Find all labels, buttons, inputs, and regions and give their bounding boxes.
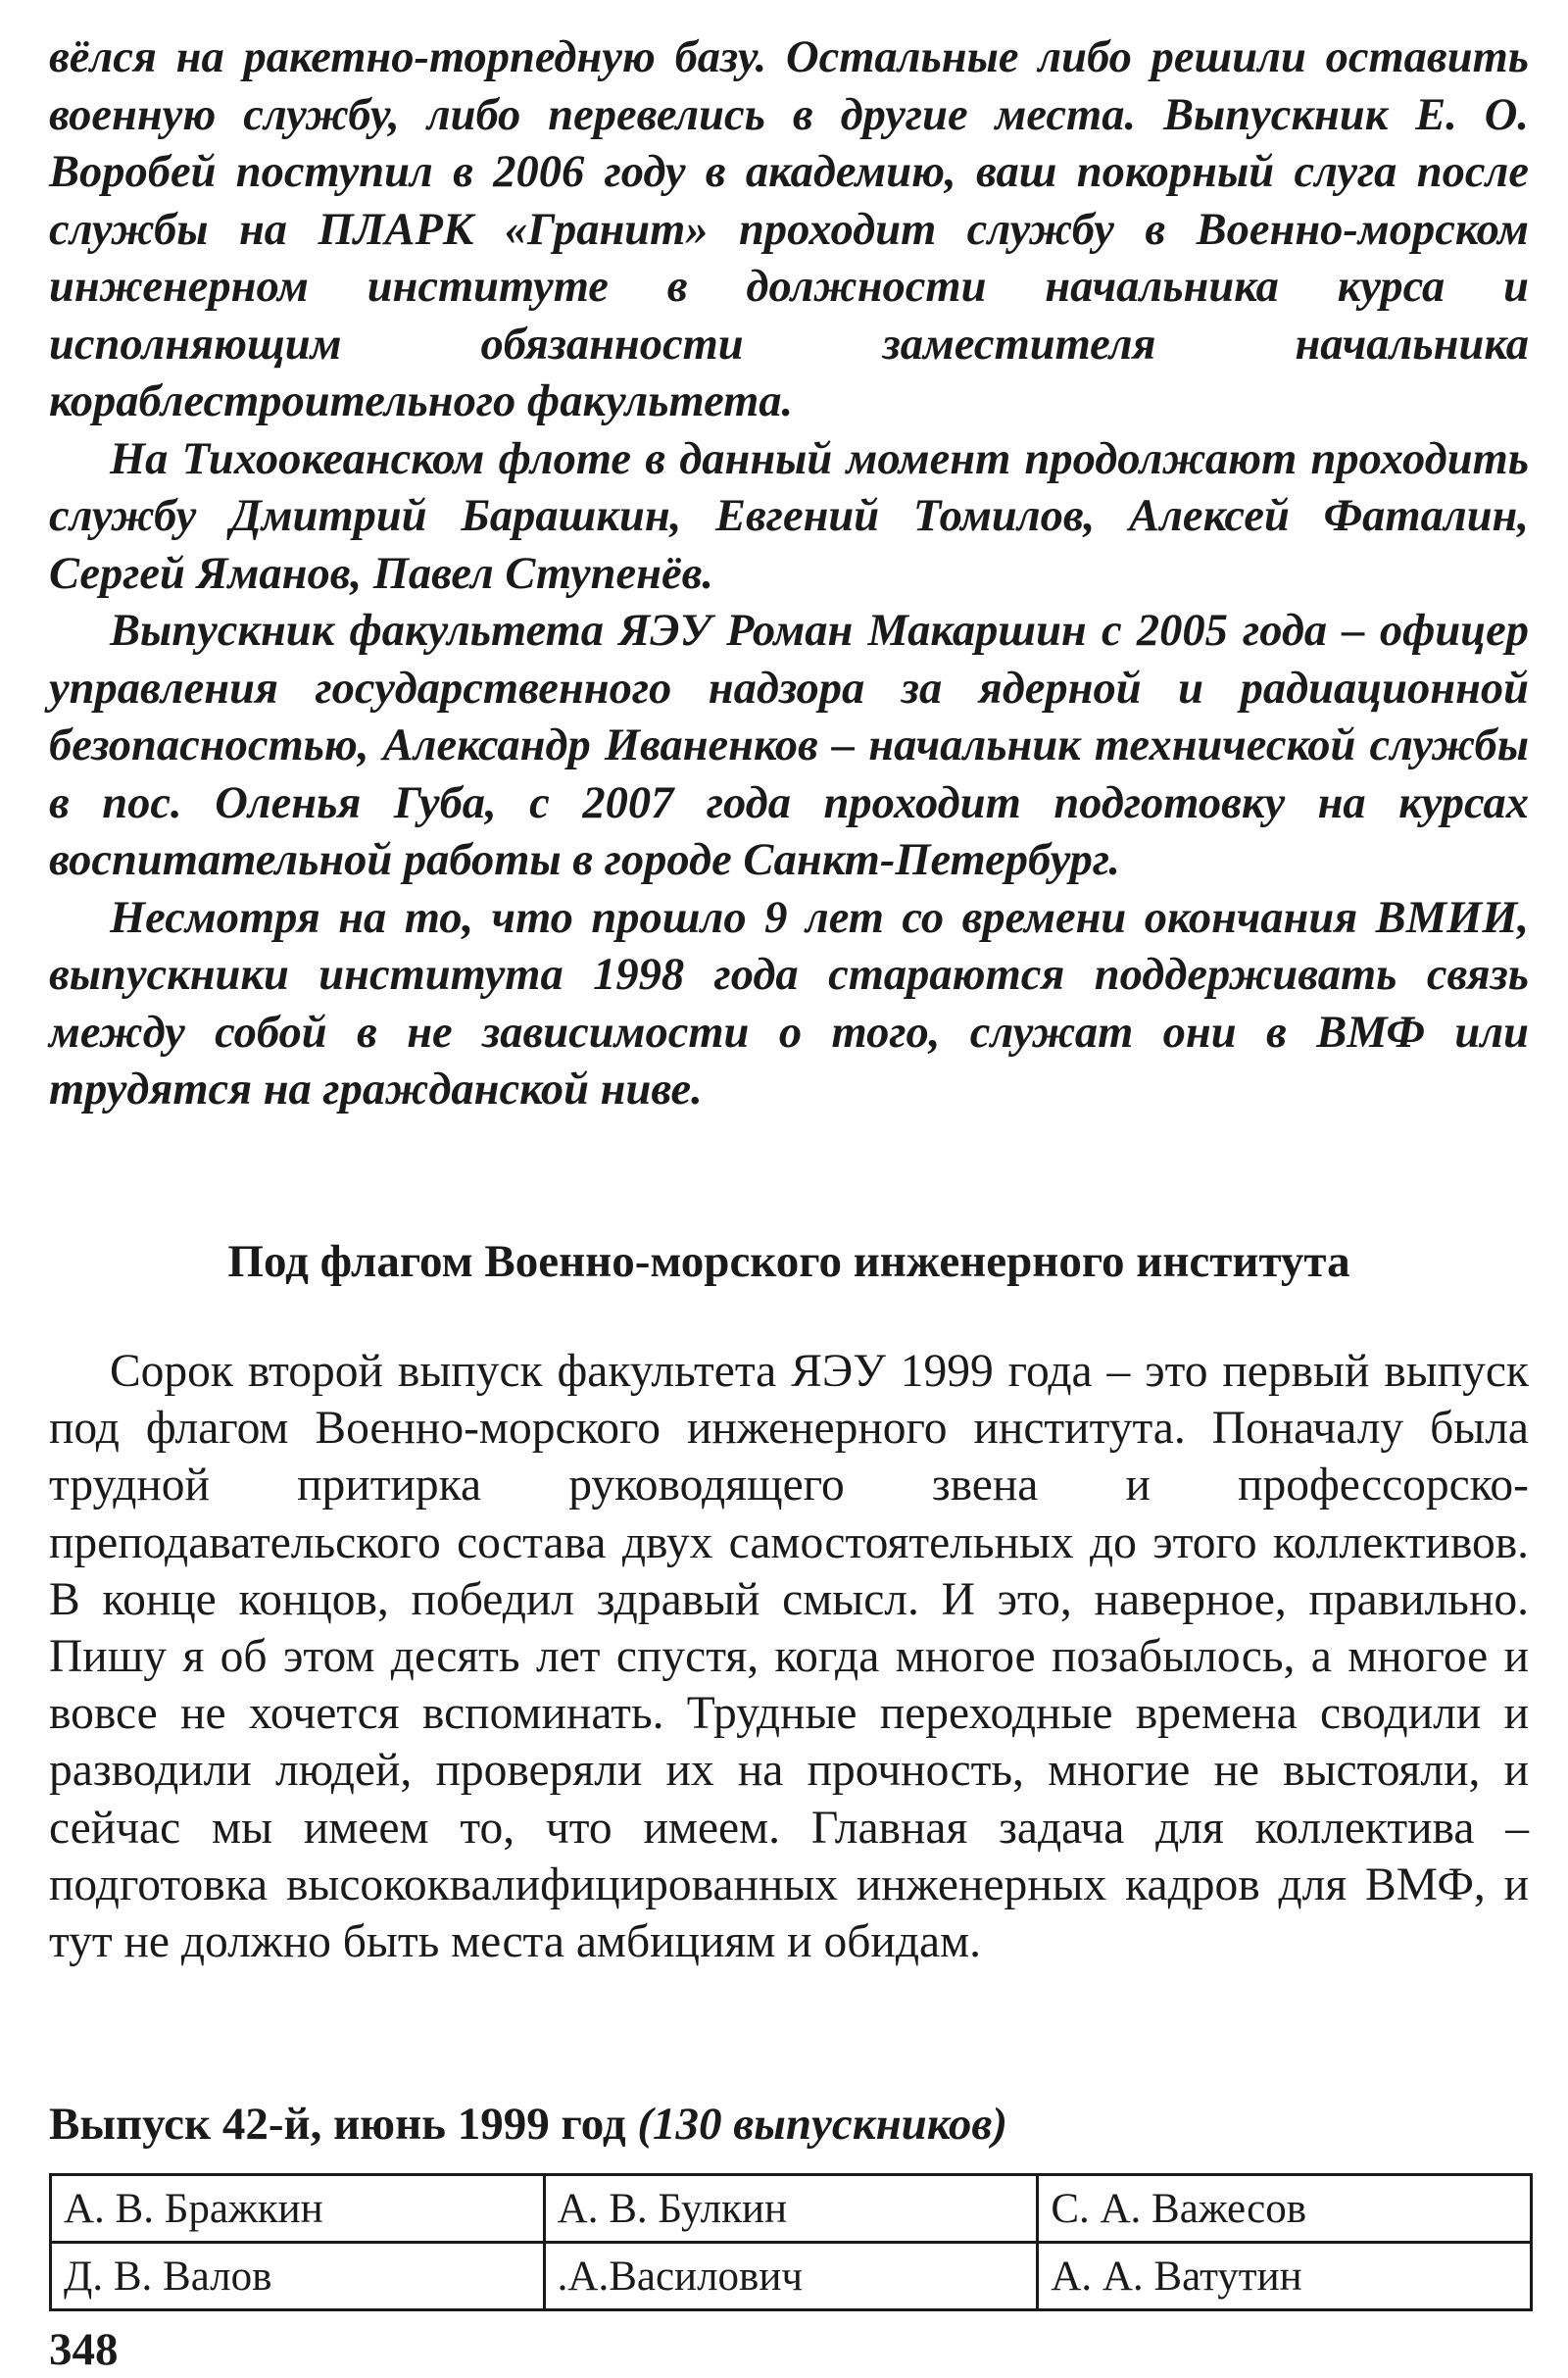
italic-text-block (49, 29, 1529, 1119)
italic-paragraph-3: Выпускник факультета ЯЭУ Роман Макаршин с 2005 года – офицер управления государственного надзора за ядерной и радиационной безопасностью, Александр Иваненков – начальник технической службы в пос. Оленья Губа, с 2007 года проходит подготовку на курсах воспитательной работы в городе Санкт-Петербург. (49, 606, 1529, 885)
page-number: 348 (49, 2324, 119, 2375)
italic-paragraph-1: вёлся на ракетно-торпедную базу. Остальные либо решили оставить военную службу, либо перевелись в другие места. Выпускник Е. О. Воробей поступил в 2006 году в академию, ваш покорный слуга после службы на ПЛАРК «Гранит» проходит службу в Военно-морском инженерном институте в должности начальника курса и исполняющим обязанности заместителя начальника кораблестроительного факультета. (49, 32, 1529, 426)
table-row (51, 2175, 1532, 2243)
table-cell: Д. В. Валов (51, 2243, 545, 2310)
table-row (51, 2243, 1532, 2310)
table-cell: .А.Василович (544, 2243, 1038, 2310)
table-caption-bold: Выпуск 42-й, июнь 1999 год (49, 2099, 626, 2150)
graduates-table (49, 2173, 1533, 2311)
section-paragraph: Сорок второй выпуск факультета ЯЭУ 1999 года – это первый выпуск под флагом Военно-морского инженерного института. Поначалу была трудной притирка руководящего звена и профессорско-преподавательского состава двух самостоятельных до этого коллективов. В конце концов, победил здравый смысл. И это, наверное, правильно. Пишу я об этом десять лет спустя, когда многое позабылось, а многое и вовсе не хочется вспоминать. Трудные переходные времена сводили и разводили людей, проверяли их на прочность, многие не выстояли, и сейчас мы имеем то, что имеем. Главная задача для коллектива – подготовка высококвалифицированных инженерных кадров для ВМФ, и тут не должно быть места амбициям и обидам. (49, 1346, 1529, 1968)
table-cell: А. А. Ватутин (1038, 2243, 1532, 2310)
italic-paragraph-4: Несмотря на то, что прошло 9 лет со времени окончания ВМИИ, выпускники института 1998 года стараются поддерживать связь между собой в не зависимости о того, служат они в ВМФ или трудятся на гражданской ниве. (49, 892, 1529, 1115)
book-page (49, 29, 1529, 2375)
table-cell: С. А. Важесов (1038, 2175, 1532, 2243)
table-cell: А. В. Бражкин (51, 2175, 545, 2243)
table-cell: А. В. Булкин (544, 2175, 1038, 2243)
table-caption (49, 2096, 1529, 2153)
section-heading: Под флагом Военно-морского инженерного института (227, 1236, 1350, 1287)
italic-paragraph-2: На Тихоокеанском флоте в данный момент продолжают проходить службу Дмитрий Барашкин, Евгений Томилов, Алексей Фаталин, Сергей Яманов, Павел Ступенёв. (49, 433, 1529, 599)
table-caption-italic: (130 выпускников) (637, 2099, 1007, 2150)
section-body (49, 1343, 1529, 1970)
